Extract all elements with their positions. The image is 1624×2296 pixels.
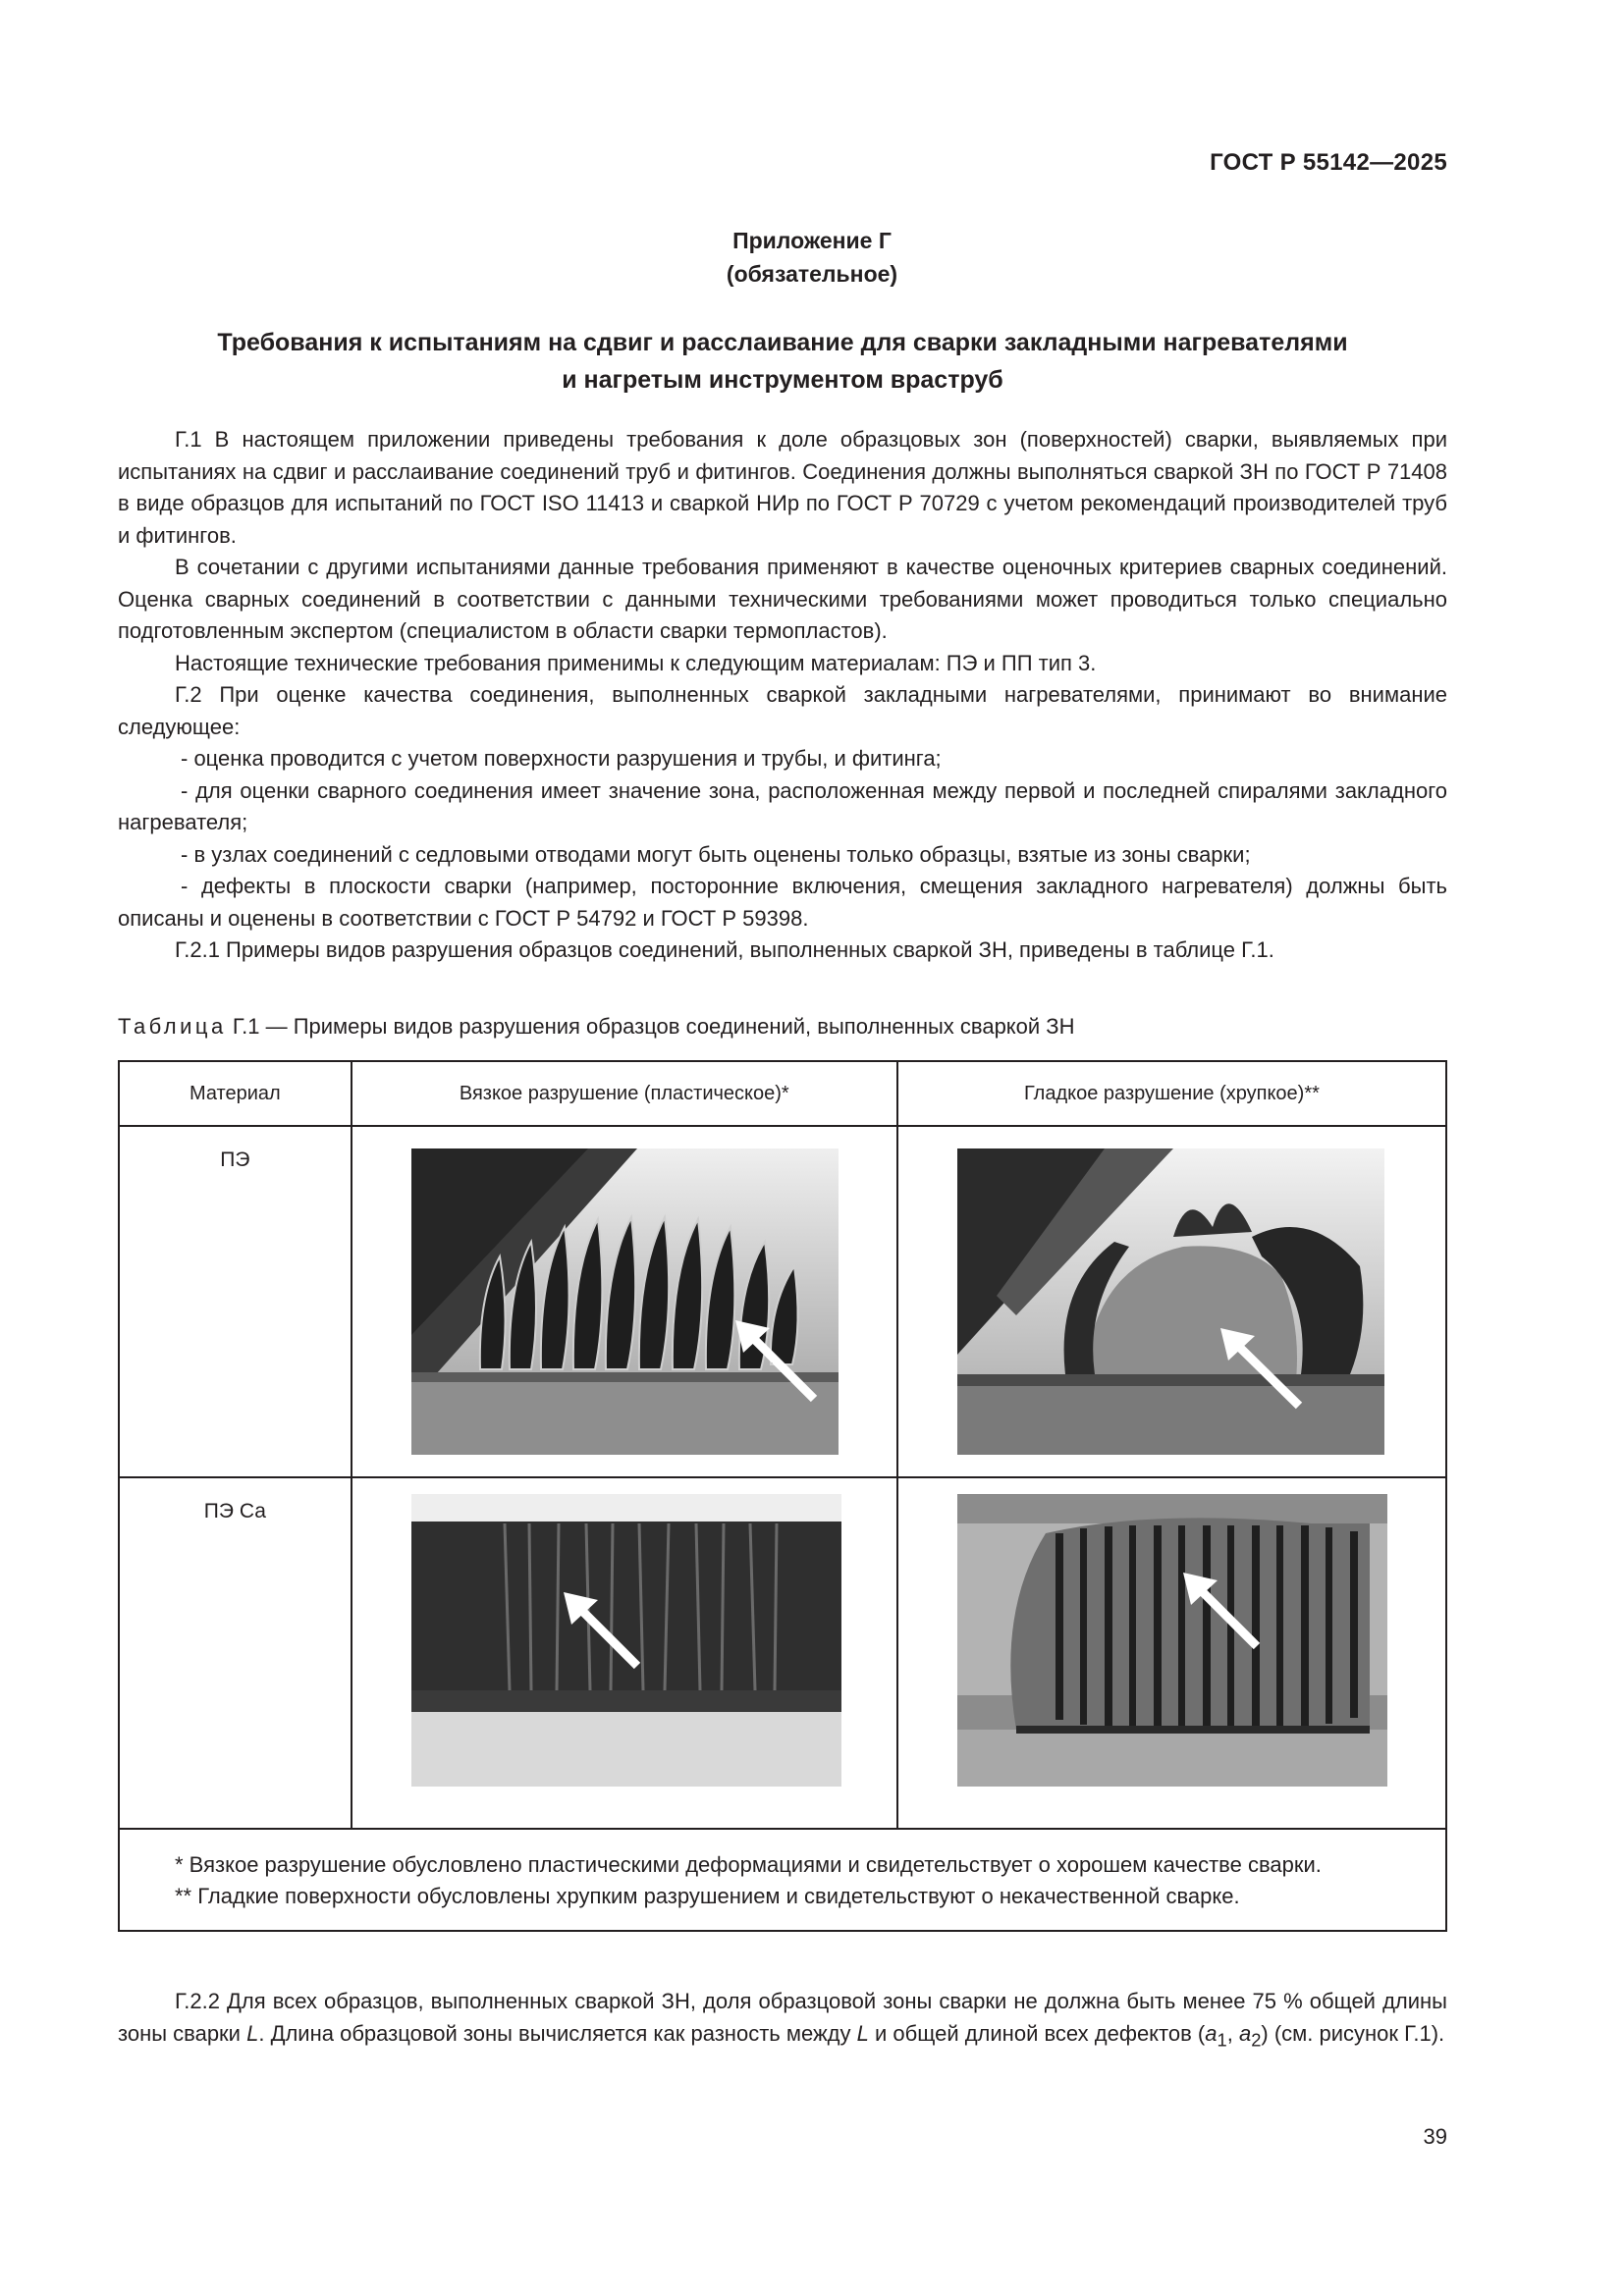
- document-code: ГОСТ Р 55142—2025: [1210, 149, 1447, 176]
- variable-L: L: [246, 2021, 259, 2046]
- text-run: ,: [1226, 2021, 1239, 2046]
- header-ductile: Вязкое разрушение (пластическое)*: [352, 1061, 897, 1126]
- text-run: Г.2.2 Для всех образцов, выполненных сваркой ЗН, доля образцовой зоны сварки не должна быть менее 75 % общей длины зоны сварки: [118, 1989, 1447, 2046]
- annex-heading: [0, 224, 1624, 291]
- annex-label: Приложение Г: [732, 228, 892, 253]
- fracture-examples-table: [118, 1060, 1447, 1932]
- text-run: и общей длиной всех дефектов (: [868, 2021, 1206, 2046]
- photo-cell: [897, 1477, 1446, 1829]
- photo-cell: [352, 1477, 897, 1829]
- body-text: [118, 424, 1447, 967]
- table-caption-word: Таблица: [118, 1014, 227, 1039]
- ductile-fracture-pe-ca-photo: [411, 1494, 841, 1787]
- table-header-row: [119, 1061, 1446, 1126]
- table-note: * Вязкое разрушение обусловлено пластическими деформациями и свидетельствует о хорошем качестве сварки.: [175, 1852, 1322, 1877]
- brittle-fracture-pe-photo: [957, 1148, 1384, 1455]
- subscript: 1: [1217, 2029, 1227, 2051]
- list-item: - оценка проводится с учетом поверхности разрушения и трубы, и фитинга;: [181, 746, 942, 771]
- paragraph: Г.2.1 Примеры видов разрушения образцов соединений, выполненных сваркой ЗН, приведены в таблице Г.1.: [175, 937, 1274, 962]
- header-material: Материал: [119, 1061, 352, 1126]
- table-notes: [119, 1829, 1446, 1931]
- list-item: - в узлах соединений с седловыми отводами могут быть оценены только образцы, взятые из зоны сварки;: [181, 841, 1251, 867]
- header-brittle: Гладкое разрушение (хрупкое)**: [897, 1061, 1446, 1126]
- section-g22: [118, 1985, 1447, 2056]
- material-cell: ПЭ Са: [119, 1477, 352, 1829]
- table-caption-text: Г.1 — Примеры видов разрушения образцов соединений, выполненных сваркой ЗН: [232, 1014, 1075, 1039]
- list-item: - дефекты в плоскости сварки (например, посторонние включения, смещения закладного нагревателя) должны быть описаны и оценены в соответствии с ГОСТ Р 54792 и ГОСТ Р 59398.: [118, 874, 1447, 931]
- material-cell: ПЭ: [119, 1126, 352, 1477]
- annex-title: [118, 324, 1447, 399]
- ductile-fracture-pe-photo: [411, 1148, 839, 1455]
- text-run: . Длина образцовой зоны вычисляется как разность между: [258, 2021, 857, 2046]
- variable-a: a: [1205, 2021, 1218, 2046]
- paragraph: [118, 1985, 1447, 2056]
- paragraph: Г.1 В настоящем приложении приведены требования к доле образцовых зон (поверхностей) сварки, выявляемых при испытаниях на сдвиг и расслаивание соединений труб и фитингов. Соединения должны выполняться сваркой ЗН по ГОСТ Р 71408 в виде образцов для испытаний по ГОСТ ISO 11413 и сваркой НИр по ГОСТ Р 70729 с учетом рекомендаций производителей труб и фитингов.: [118, 427, 1447, 548]
- photo-cell: [352, 1126, 897, 1477]
- list-item: - для оценки сварного соединения имеет значение зона, расположенная между первой и последней спиралями закладного нагревателя;: [118, 777, 1447, 834]
- table-notes-row: [119, 1829, 1446, 1931]
- variable-L: L: [856, 2021, 869, 2046]
- paragraph: Г.2 При оценке качества соединения, выполненных сваркой закладными нагревателями, принимают во внимание следующее:: [118, 682, 1447, 739]
- annex-title-line2: и нагретым инструментом враструб: [562, 366, 1003, 394]
- page-number: 39: [1423, 2124, 1447, 2149]
- paragraph: В сочетании с другими испытаниями данные требования применяют в качестве оценочных критериев сварных соединений. Оценка сварных соединений в соответствии с данными техническими требованиями может проводиться только специально подготовленным экспертом (специалистом в области сварки термопластов).: [118, 555, 1447, 643]
- annex-title-line1: Требования к испытаниям на сдвиг и расслаивание для сварки закладными нагревателями: [217, 329, 1348, 356]
- table-row: [119, 1126, 1446, 1477]
- text-run: ) (см. рисунок Г.1).: [1261, 2021, 1445, 2046]
- paragraph: Настоящие технические требования применимы к следующим материалам: ПЭ и ПП тип 3.: [175, 650, 1097, 675]
- annex-status: (обязательное): [726, 261, 898, 287]
- brittle-fracture-pe-ca-photo: [957, 1494, 1387, 1787]
- table-note: ** Гладкие поверхности обусловлены хрупким разрушением и свидетельствуют о некачественной сварке.: [175, 1884, 1240, 1908]
- variable-a: a: [1238, 2021, 1252, 2046]
- photo-cell: [897, 1126, 1446, 1477]
- subscript: 2: [1251, 2029, 1262, 2051]
- table-row: [119, 1477, 1446, 1829]
- table-caption: [118, 1011, 1447, 1042]
